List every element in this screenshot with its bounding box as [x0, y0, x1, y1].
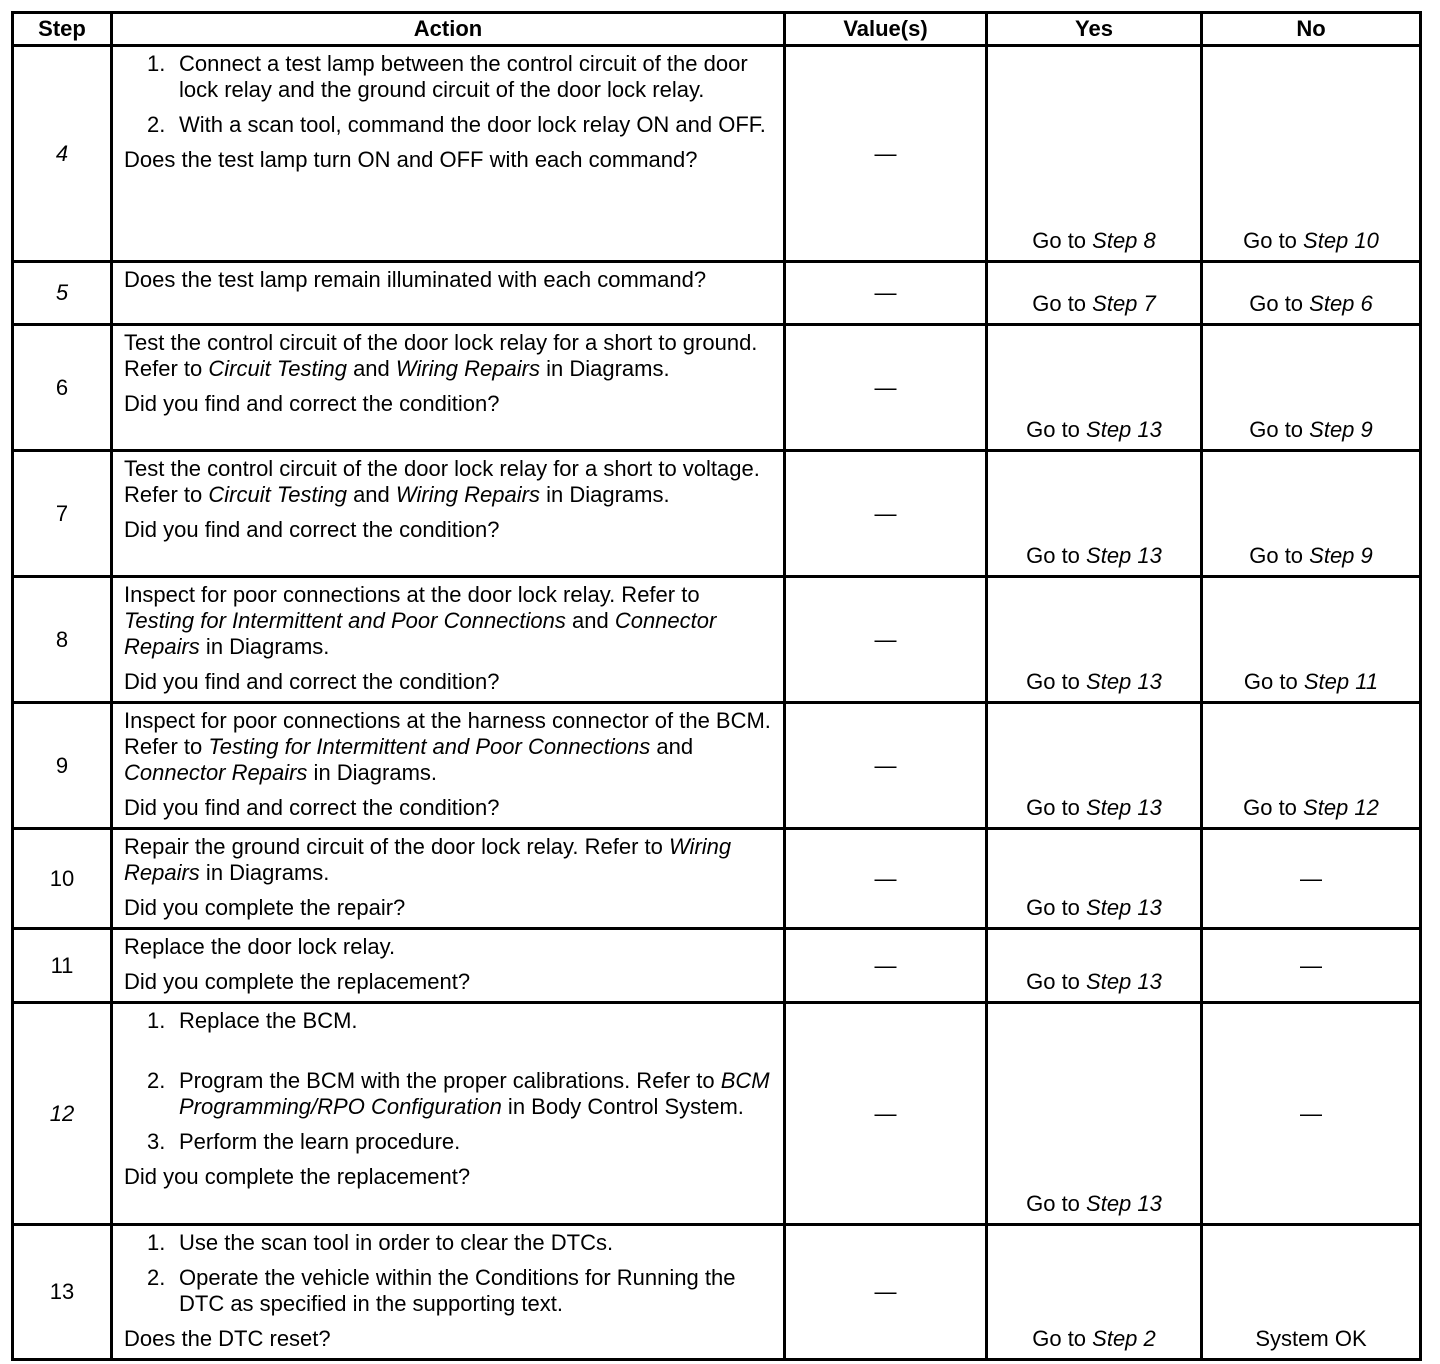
action-cell — [112, 325, 785, 451]
header-step: Step — [13, 13, 112, 46]
table-row — [13, 451, 1421, 577]
yes-cell: Go to Step 13 — [987, 1003, 1202, 1225]
yes-cell: Go to Step 13 — [987, 703, 1202, 829]
list-item: 1. Use the scan tool in order to clear the DTCs. — [147, 1230, 614, 1255]
action-text: Repair the ground circuit of the door lock relay. Refer to Wiring Repairs in Diagrams. — [124, 834, 732, 885]
action-cell — [112, 829, 785, 929]
list-item: 3. Perform the learn procedure. — [147, 1129, 461, 1154]
no-cell: Go to Step 6 — [1202, 262, 1421, 325]
step-link: Step 13 — [1086, 1191, 1162, 1216]
table-row — [13, 262, 1421, 325]
value-cell: — — [785, 577, 987, 703]
value-cell: — — [785, 451, 987, 577]
reference: Circuit Testing — [208, 356, 347, 381]
step-number: 11 — [13, 929, 112, 1003]
step-number: 9 — [13, 703, 112, 829]
action-cell — [112, 1003, 785, 1225]
step-number: 6 — [13, 325, 112, 451]
table-header-row — [13, 13, 1421, 46]
action-cell — [112, 929, 785, 1003]
value-cell: — — [785, 703, 987, 829]
step-link: Step 13 — [1086, 417, 1162, 442]
action-cell — [112, 46, 785, 262]
no-cell: Go to Step 10 — [1202, 46, 1421, 262]
action-question: Did you complete the replacement? — [124, 1164, 471, 1189]
table-row — [13, 1225, 1421, 1360]
no-cell: Go to Step 12 — [1202, 703, 1421, 829]
reference: Circuit Testing — [208, 482, 347, 507]
diagnostic-table — [11, 11, 1422, 1361]
header-values: Value(s) — [785, 13, 987, 46]
yes-cell: Go to Step 13 — [987, 829, 1202, 929]
header-no: No — [1202, 13, 1421, 46]
action-question: Did you find and correct the condition? — [124, 669, 500, 694]
step-link: Step 9 — [1309, 543, 1373, 568]
action-cell — [112, 262, 785, 325]
action-list — [124, 1008, 773, 1155]
value-cell: — — [785, 262, 987, 325]
yes-cell: Go to Step 2 — [987, 1225, 1202, 1360]
action-question: Did you find and correct the condition? — [124, 391, 500, 416]
step-number: 12 — [13, 1003, 112, 1225]
action-question: Did you complete the repair? — [124, 895, 406, 920]
action-list — [124, 51, 773, 138]
reference: Wiring Repairs — [395, 356, 540, 381]
table-row — [13, 577, 1421, 703]
value-cell: — — [785, 1003, 987, 1225]
step-link: Step 2 — [1092, 1326, 1156, 1351]
step-link: Step 10 — [1303, 228, 1379, 253]
action-question: Does the test lamp remain illuminated with each command? — [124, 267, 707, 292]
table-row — [13, 929, 1421, 1003]
value-cell: — — [785, 325, 987, 451]
action-cell — [112, 451, 785, 577]
value-cell: — — [785, 1225, 987, 1360]
no-cell: — — [1202, 1003, 1421, 1225]
action-cell — [112, 1225, 785, 1360]
reference: Wiring Repairs — [124, 834, 732, 885]
step-link: Step 13 — [1086, 795, 1162, 820]
header-yes: Yes — [987, 13, 1202, 46]
action-text: Test the control circuit of the door lock relay for a short to voltage. Refer to Circuit Testing and Wiring Repairs in Diagrams. — [124, 456, 760, 507]
list-item: 2. Program the BCM with the proper calibrations. Refer to BCM Programming/RPO Configuration in Body Control System. — [147, 1068, 770, 1119]
action-cell — [112, 703, 785, 829]
yes-cell: Go to Step 7 — [987, 262, 1202, 325]
no-cell: — — [1202, 929, 1421, 1003]
step-link: Step 12 — [1303, 795, 1379, 820]
action-text: Test the control circuit of the door lock relay for a short to ground. Refer to Circuit Testing and Wiring Repairs in Diagrams. — [124, 330, 758, 381]
list-item: 1. Connect a test lamp between the control circuit of the door lock relay and the ground circuit of the door lock relay. — [147, 51, 748, 102]
table-row — [13, 1003, 1421, 1225]
yes-cell: Go to Step 13 — [987, 577, 1202, 703]
step-link: Step 13 — [1086, 669, 1162, 694]
step-link: Step 13 — [1086, 895, 1162, 920]
action-question: Does the DTC reset? — [124, 1326, 331, 1351]
reference: Wiring Repairs — [395, 482, 540, 507]
reference: Connector Repairs — [124, 608, 717, 659]
step-number: 10 — [13, 829, 112, 929]
step-number: 8 — [13, 577, 112, 703]
value-cell: — — [785, 829, 987, 929]
reference: Connector Repairs — [124, 760, 308, 785]
header-action: Action — [112, 13, 785, 46]
value-cell: — — [785, 46, 987, 262]
no-cell: — — [1202, 829, 1421, 929]
step-link: Step 13 — [1086, 969, 1162, 994]
table-row — [13, 46, 1421, 262]
list-item: 2. With a scan tool, command the door lock relay ON and OFF. — [147, 112, 766, 137]
reference: Testing for Intermittent and Poor Connections — [124, 608, 566, 633]
table-row — [13, 829, 1421, 929]
step-number: 13 — [13, 1225, 112, 1360]
yes-cell: Go to Step 8 — [987, 46, 1202, 262]
action-text: Inspect for poor connections at the door lock relay. Refer to Testing for Intermittent and Poor Connections and Connector Repairs in Diagrams. — [124, 582, 717, 659]
no-cell: Go to Step 9 — [1202, 451, 1421, 577]
step-number: 4 — [13, 46, 112, 262]
table-row — [13, 703, 1421, 829]
action-question: Did you complete the replacement? — [124, 969, 471, 994]
no-cell: Go to Step 11 — [1202, 577, 1421, 703]
step-number: 7 — [13, 451, 112, 577]
action-text: Inspect for poor connections at the harness connector of the BCM. Refer to Testing for Intermittent and Poor Connections and Connector Repairs in Diagrams. — [124, 708, 771, 785]
action-list — [124, 1230, 773, 1317]
table-row — [13, 325, 1421, 451]
reference: Testing for Intermittent and Poor Connections — [208, 734, 651, 759]
reference: BCM Programming/RPO Configuration — [179, 1068, 770, 1119]
yes-cell: Go to Step 13 — [987, 451, 1202, 577]
step-link: Step 7 — [1092, 291, 1156, 316]
list-item: 1. Replace the BCM. — [147, 1008, 358, 1033]
no-cell: System OK — [1202, 1225, 1421, 1360]
list-item: 2. Operate the vehicle within the Conditions for Running the DTC as specified in the supporting text. — [147, 1265, 736, 1316]
action-question: Does the test lamp turn ON and OFF with each command? — [124, 147, 698, 172]
value-cell: — — [785, 929, 987, 1003]
yes-cell: Go to Step 13 — [987, 929, 1202, 1003]
no-cell: Go to Step 9 — [1202, 325, 1421, 451]
step-link: Step 11 — [1303, 669, 1379, 694]
action-question: Did you find and correct the condition? — [124, 795, 500, 820]
step-link: Step 9 — [1309, 417, 1373, 442]
yes-cell: Go to Step 13 — [987, 325, 1202, 451]
step-link: Step 6 — [1309, 291, 1373, 316]
step-link: Step 13 — [1086, 543, 1162, 568]
action-cell — [112, 577, 785, 703]
step-number: 5 — [13, 262, 112, 325]
action-question: Did you find and correct the condition? — [124, 517, 500, 542]
action-text: Replace the door lock relay. — [124, 934, 396, 959]
step-link: Step 8 — [1092, 228, 1156, 253]
